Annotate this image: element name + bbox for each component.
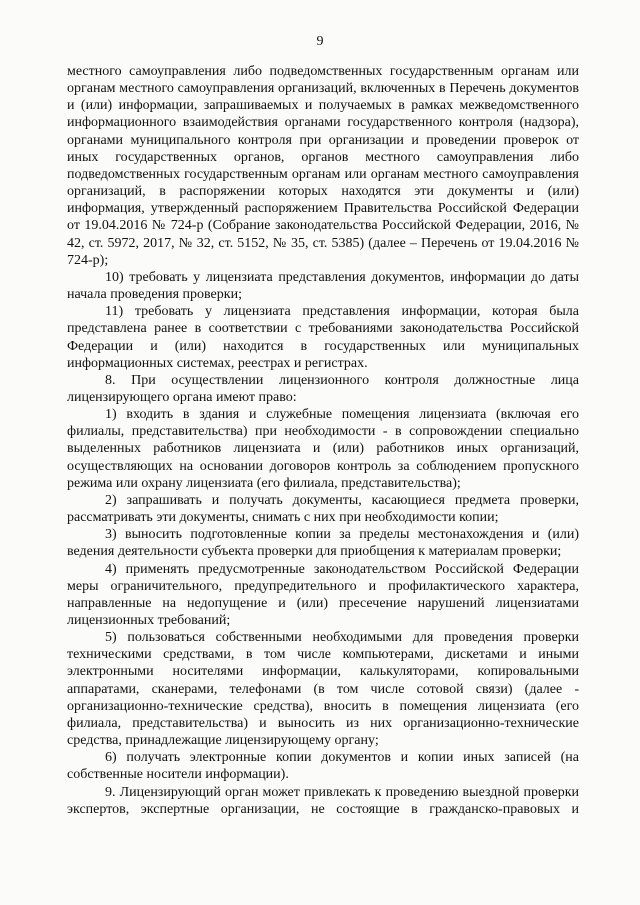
page-number: 9	[316, 34, 324, 49]
paragraph-right-6: 6) получать электронные копии документов и копии иных записей (на собственные носители информации).	[67, 750, 579, 783]
paragraph-section-9: 9. Лицензирующий орган может привлекать к проведению выездной проверки экспертов, экспертные организации, не состоящие в гражданско-правовых и	[67, 784, 579, 817]
paragraph-right-3: 3) выносить подготовленные копии за пределы местонахождения и (или) ведения деятельности субъекта проверки для приобщения к материалам проверки;	[67, 527, 579, 560]
paragraph-right-5: 5) пользоваться собственными необходимыми для проведения проверки техническими средствами, в том числе компьютерами, дискетами и иными электронными носителями информации, калькуляторами, копировальными аппаратами, сканерами, телефонами (в том числе сотовой связи) (далее - организационно-технические средства), вносить в помещения лицензиата (его филиала, представительства) и выносить из них организационно-технические средства, принадлежащие лицензирующему органу;	[67, 630, 579, 749]
paragraph-right-4: 4) применять предусмотренные законодательством Российской Федерации меры ограничительного, предупредительного и профилактического характера, направленные на недопущение и (или) пресечение нарушений лицензиатами лицензионных требований;	[67, 561, 579, 628]
paragraph-item-11: 11) требовать у лицензиата представления информации, которая была представлена ранее в соответствии с требованиями законодательства Российской Федерации и (или) находится в государственных или муниципальных информационных системах, реестрах и регистрах.	[67, 304, 579, 371]
paragraph-item-10: 10) требовать у лицензиата представления документов, информации до даты начала проведения проверки;	[67, 269, 579, 303]
paragraph-perechen-continuation: местного самоуправления либо подведомственных государственным органам или органам местного самоуправления организаций, включенных в Перечень документов и (или) информации, запрашиваемых и получаемых в рамках межведомственного информационного взаимодействия органами государственного контроля (надзора), органами муниципального контроля при организации и проведении проверок от иных государственных органов, органов местного самоуправления либо подведомственных государственным органам или органам местного самоуправления организаций, в распоряжении которых находятся эти документы и (или) информация, утвержденный распоряжением Правительства Российской Федерации от 19.04.2016 № 724-р (Собрание законодательства Российской Федерации, 2016, № 42, ст. 5972, 2017, № 32, ст. 5152, № 35, ст. 5385) (далее – Перечень от 19.04.2016 № 724-р);	[67, 64, 579, 268]
paragraph-section-8: 8. При осуществлении лицензионного контроля должностные лица лицензирующего органа имеют право:	[67, 372, 579, 405]
paragraph-right-1: 1) входить в здания и служебные помещения лицензиата (включая его филиалы, представительства) при необходимости - в сопровождении специально выделенных работников лицензиата и (или) работников иных организаций, осуществляющих на основании договоров контроль за соблюдением пропускного режима или охрану лицензиата (его филиала, представительства);	[67, 407, 579, 491]
document-body	[67, 63, 579, 818]
paragraph-right-2: 2) запрашивать и получать документы, касающиеся предмета проверки, рассматривать эти документы, снимать с них при необходимости копии;	[67, 492, 579, 526]
